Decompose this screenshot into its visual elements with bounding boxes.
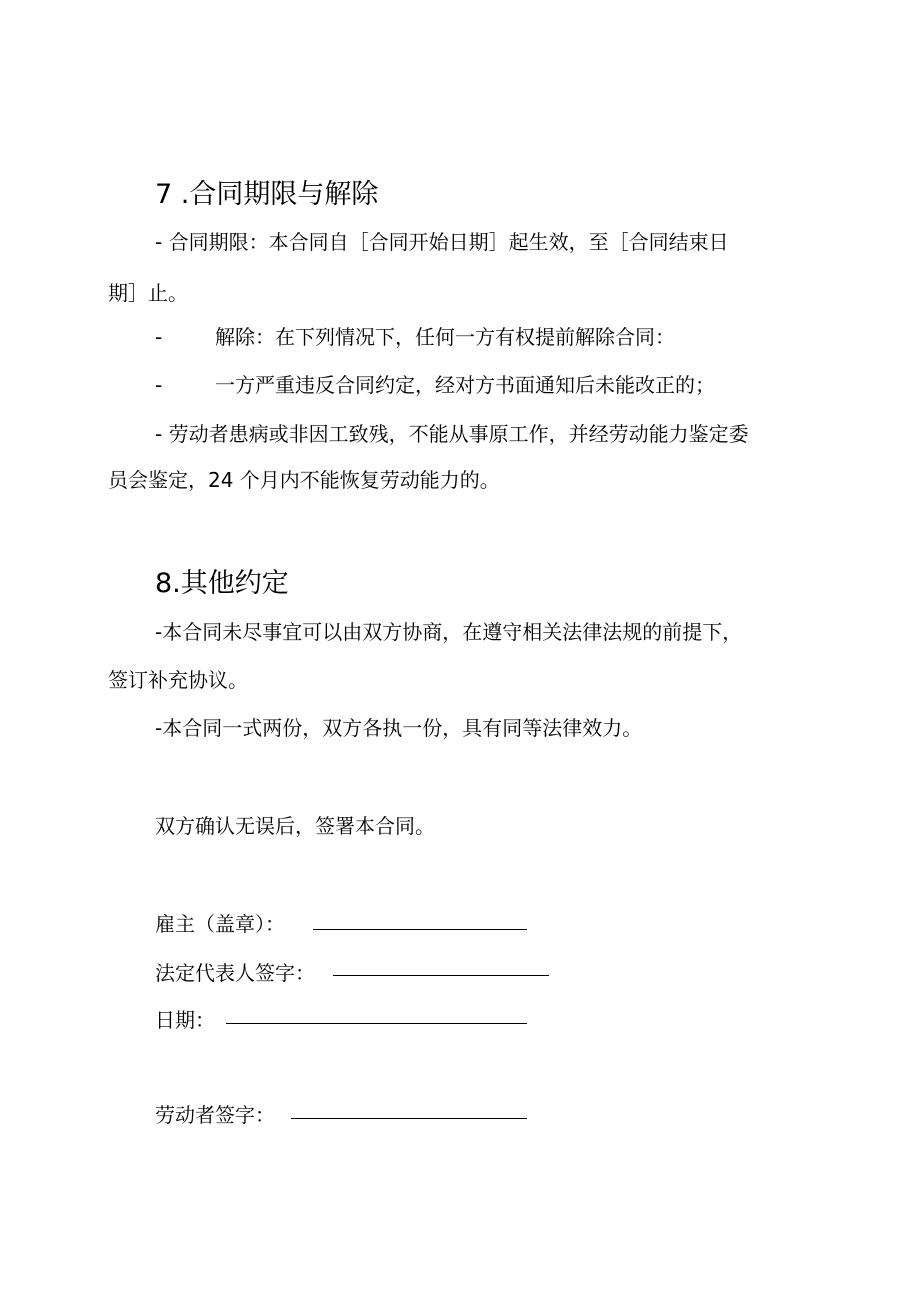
term-clause-line1: - 合同期限：本合同自［合同开始日期］起生效，至［合同结束日 xyxy=(155,230,729,254)
date-label: 日期： xyxy=(155,1008,215,1032)
legal-rep-label: 法定代表人签字： xyxy=(155,961,315,985)
other-clause-line1: -本合同未尽事宜可以由双方协商，在遵守相关法律法规的前提下， xyxy=(155,620,743,644)
employer-label: 雇主（盖章）： xyxy=(155,912,285,936)
other-clause-line2: 签订补充协议。 xyxy=(108,668,248,692)
term-clause-line2: 期］止。 xyxy=(108,281,188,305)
date-line[interactable] xyxy=(226,1023,527,1024)
legal-rep-signature-line[interactable] xyxy=(333,975,549,976)
employer-signature-line[interactable] xyxy=(313,929,527,930)
worker-signature-line[interactable] xyxy=(291,1118,527,1119)
confirm-text: 双方确认无误后，签署本合同。 xyxy=(155,814,435,838)
breach-clause: 一方严重违反合同约定，经对方书面通知后未能改正的； xyxy=(215,373,715,397)
breach-dash: - xyxy=(155,373,163,397)
copies-clause: -本合同一式两份，双方各执一份，具有同等法律效力。 xyxy=(155,716,643,740)
worker-label: 劳动者签字： xyxy=(155,1103,275,1127)
termination-clause: 解除：在下列情况下，任何一方有权提前解除合同： xyxy=(215,325,675,349)
termination-dash: - xyxy=(155,325,163,349)
illness-clause-line2: 员会鉴定，24 个月内不能恢复劳动能力的。 xyxy=(108,468,500,492)
section-8-heading: 8.其他约定 xyxy=(155,568,289,599)
section-7-heading: 7 .合同期限与解除 xyxy=(155,179,379,210)
illness-clause-line1: - 劳动者患病或非因工致残，不能从事原工作，并经劳动能力鉴定委 xyxy=(155,422,749,446)
